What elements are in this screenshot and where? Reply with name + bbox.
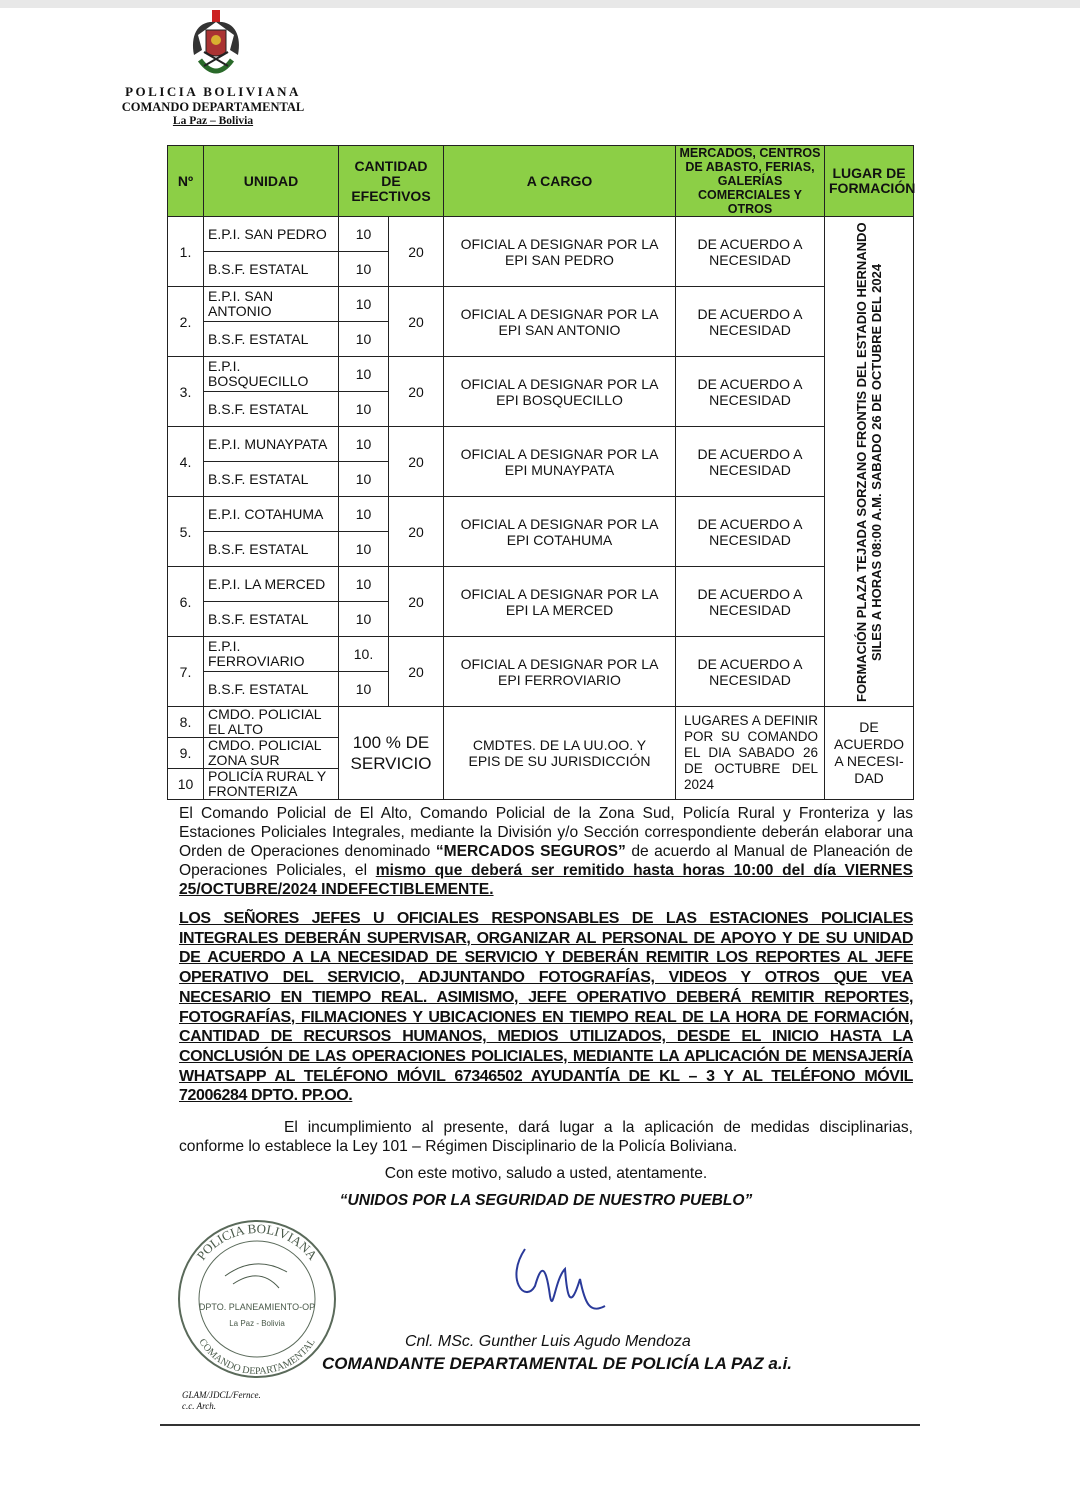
a-cargo: OFICIAL A DESIGNAR POR LA EPI BOSQUECILLO bbox=[444, 357, 676, 427]
unit-epi: E.P.I. SAN ANTONIO bbox=[204, 287, 339, 322]
police-emblem-icon bbox=[188, 10, 244, 80]
letterhead bbox=[118, 84, 308, 127]
unit-bsf: B.S.F. ESTATAL bbox=[204, 462, 339, 497]
svg-text:COMANDO DEPARTAMENTAL: COMANDO DEPARTAMENTAL bbox=[196, 1336, 318, 1378]
table-row bbox=[168, 567, 914, 602]
svg-text:DPTO. PLANEAMIENTO-OP: DPTO. PLANEAMIENTO-OP bbox=[198, 1302, 316, 1313]
mercados: DE ACUERDO A NECESIDAD bbox=[676, 427, 825, 497]
row-number: 4. bbox=[168, 427, 204, 497]
quantity-total: 20 bbox=[389, 287, 444, 357]
letterhead-line1: POLICIA BOLIVIANA bbox=[125, 84, 301, 99]
quantity-bsf: 10 bbox=[339, 672, 389, 707]
quantity-epi: 10 bbox=[339, 217, 389, 252]
col-header-lugar: LUGAR DE FORMACIÓN bbox=[825, 146, 914, 217]
extra-mercados: LUGARES A DEFINIR POR SU COMANDO EL DIA SABADO 26 DE OCTUBRE DEL 2024 bbox=[676, 707, 825, 800]
signatory-name: Cnl. MSc. Gunther Luis Agudo Mendoza bbox=[405, 1333, 691, 1351]
a-cargo: OFICIAL A DESIGNAR POR LA EPI SAN PEDRO bbox=[444, 217, 676, 287]
col-header-a-cargo: A CARGO bbox=[444, 146, 676, 217]
deadline-text: mismo que deberá ser remitido hasta horas 10:00 del día VIERNES 25/OCTUBRE/2024 INDEFECTIBLEMENTE. bbox=[179, 862, 913, 898]
unit: CMDO. POLICIAL ZONA SUR bbox=[204, 738, 339, 769]
extra-cantidad: 100 % DE SERVICIO bbox=[339, 707, 444, 800]
mercados: DE ACUERDO A NECESIDAD bbox=[676, 497, 825, 567]
quantity-epi: 10 bbox=[339, 427, 389, 462]
a-cargo: OFICIAL A DESIGNAR POR LA EPI FERROVIARIO bbox=[444, 637, 676, 707]
initials: GLAM/JDCL/Fernce. bbox=[182, 1390, 261, 1401]
a-cargo: OFICIAL A DESIGNAR POR LA EPI COTAHUMA bbox=[444, 497, 676, 567]
paragraph-instructions: LOS SEÑORES JEFES U OFICIALES RESPONSABLES DE LAS ESTACIONES POLICIALES INTEGRALES DEBERÁN SUPERVISAR, ORGANIZAR AL PERSONAL DE APOYO Y DE SU UNIDAD DE ACUERDO A LA NECESIDAD DE SERVICIO Y DEBERÁN REMITIR LOS REPORTES AL JEFE OPERATIVO DEL SERVICIO, ADJUNTANDO FOTOGRAFÍAS, VIDEOS Y OTROS QUE VEA NECESARIO EN TIEMPO REAL. ASIMISMO, JEFE OPERATIVO DEBERÁ REMITIR REPORTES, FOTOGRAFÍAS, FILMACIONES Y UBICACIONES EN TIEMPO REAL DE LA HORA DE FORMACIÓN, CANTIDAD DE RECURSOS HUMANOS, MEDIOS UTILIZADOS, DESDE EL INICIO HASTA LA CONCLUSIÓN DE LAS OPERACIONES POLICIALES, MEDIANTE LA APLICACIÓN DE MENSAJERÍA WHATSAPP AL TELÉFONO MÓVIL 67346502 AYUDANTÍA DE KL – 3 Y AL TELÉFONO MÓVIL 72006284 DPTO. PP.OO. bbox=[179, 910, 913, 1105]
extra-lugar: DE ACUERDO A NECESI-DAD bbox=[825, 707, 914, 800]
a-cargo: OFICIAL A DESIGNAR POR LA EPI SAN ANTONIO bbox=[444, 287, 676, 357]
quantity-bsf: 10 bbox=[339, 252, 389, 287]
mercados: DE ACUERDO A NECESIDAD bbox=[676, 287, 825, 357]
p1-text-c: de acuerdo al Manual de Planeación de Operaciones Policiales, el bbox=[179, 843, 913, 879]
signatory-title: COMANDANTE DEPARTAMENTAL DE POLICÍA LA PAZ a.i. bbox=[322, 1354, 793, 1374]
quantity-epi: 10. bbox=[339, 637, 389, 672]
letterhead-line3: La Paz – Bolivia bbox=[172, 115, 254, 127]
closing-salutation: Con este motivo, saludo a usted, atentamente. bbox=[384, 1165, 708, 1183]
quantity-bsf: 10 bbox=[339, 322, 389, 357]
quantity-bsf: 10 bbox=[339, 462, 389, 497]
table-row bbox=[168, 357, 914, 392]
unit-bsf: B.S.F. ESTATAL bbox=[204, 392, 339, 427]
extra-a-cargo: CMDTES. DE LA UU.OO. Y EPIS DE SU JURISDICCIÓN bbox=[444, 707, 676, 800]
row-number: 6. bbox=[168, 567, 204, 637]
a-cargo: OFICIAL A DESIGNAR POR LA EPI MUNAYPATA bbox=[444, 427, 676, 497]
row-number: 2. bbox=[168, 287, 204, 357]
unit-bsf: B.S.F. ESTATAL bbox=[204, 532, 339, 567]
motto: “UNIDOS POR LA SEGURIDAD DE NUESTRO PUEBLO” bbox=[339, 1192, 753, 1210]
quantity-bsf: 10 bbox=[339, 532, 389, 567]
quantity-total: 20 bbox=[389, 637, 444, 707]
quantity-epi: 10 bbox=[339, 357, 389, 392]
reference-initials bbox=[182, 1390, 261, 1412]
lugar-formacion: FORMACIÓN PLAZA TEJADA SORZANO FRONTIS DEL ESTADIO HERNANDO SILES A HORAS 08:00 A.M. SABADO 26 DE OCTUBRE DEL 2024 bbox=[854, 221, 884, 702]
quantity-bsf: 10 bbox=[339, 602, 389, 637]
official-stamp bbox=[175, 1214, 340, 1384]
table-row bbox=[168, 287, 914, 322]
unit: POLICÍA RURAL Y FRONTERIZA bbox=[204, 769, 339, 800]
table-row bbox=[168, 637, 914, 672]
quantity-total: 20 bbox=[389, 357, 444, 427]
mercados: DE ACUERDO A NECESIDAD bbox=[676, 357, 825, 427]
row-number: 8. bbox=[168, 707, 204, 738]
p1-text-a: El Comando Policial de El Alto, Comando Policial de la Zona Sud, Policía Rural y Fronteriza y las Estaciones Policiales Integrales, mediante la División y/o Sección correspondiente deberán elaborar una Orden de Operaciones denominado bbox=[179, 805, 913, 860]
paragraph-disciplinary: El incumplimiento al presente, dará lugar a la aplicación de medidas disciplinarias, conforme lo establece la Ley 101 – Régimen Disciplinario de la Policía Boliviana. bbox=[179, 1119, 913, 1156]
unit: CMDO. POLICIAL EL ALTO bbox=[204, 707, 339, 738]
mercados: DE ACUERDO A NECESIDAD bbox=[676, 217, 825, 287]
row-number: 7. bbox=[168, 637, 204, 707]
table-header-row bbox=[168, 146, 914, 217]
lugar-formacion-cell bbox=[825, 217, 914, 707]
row-number: 5. bbox=[168, 497, 204, 567]
operation-name: “MERCADOS SEGUROS” bbox=[435, 843, 626, 860]
unit-bsf: B.S.F. ESTATAL bbox=[204, 252, 339, 287]
letterhead-line2: COMANDO DEPARTAMENTAL bbox=[121, 100, 305, 114]
page-bottom-rule bbox=[160, 1424, 920, 1426]
row-number: 3. bbox=[168, 357, 204, 427]
unit-epi: E.P.I. COTAHUMA bbox=[204, 497, 339, 532]
unit-bsf: B.S.F. ESTATAL bbox=[204, 672, 339, 707]
svg-text:POLICIA BOLIVIANA: POLICIA BOLIVIANA bbox=[193, 1220, 321, 1263]
table-row bbox=[168, 497, 914, 532]
unit-epi: E.P.I. SAN PEDRO bbox=[204, 217, 339, 252]
mercados: DE ACUERDO A NECESIDAD bbox=[676, 637, 825, 707]
table-row bbox=[168, 217, 914, 252]
quantity-epi: 10 bbox=[339, 567, 389, 602]
row-number: 9. bbox=[168, 738, 204, 769]
signature-area bbox=[167, 1214, 913, 1444]
unit-bsf: B.S.F. ESTATAL bbox=[204, 602, 339, 637]
row-number: 10 bbox=[168, 769, 204, 800]
unit-epi: E.P.I. MUNAYPATA bbox=[204, 427, 339, 462]
table-row bbox=[168, 707, 914, 738]
col-header-mercados: MERCADOS, CENTROS DE ABASTO, FERIAS, GALERÍAS COMERCIALES Y OTROS bbox=[676, 146, 825, 217]
unit-epi: E.P.I. FERROVIARIO bbox=[204, 637, 339, 672]
screen-top-bar bbox=[0, 0, 1080, 8]
quantity-total: 20 bbox=[389, 567, 444, 637]
table-row bbox=[168, 427, 914, 462]
row-number: 1. bbox=[168, 217, 204, 287]
unit-epi: E.P.I. LA MERCED bbox=[204, 567, 339, 602]
assignment-table bbox=[167, 145, 914, 800]
paragraph-operations-order bbox=[179, 804, 913, 899]
col-header-cantidad: CANTIDAD DE EFECTIVOS bbox=[339, 146, 444, 217]
col-header-unidad: UNIDAD bbox=[204, 146, 339, 217]
document-body bbox=[167, 145, 916, 1444]
svg-text:La Paz - Bolivia: La Paz - Bolivia bbox=[229, 1319, 285, 1329]
quantity-bsf: 10 bbox=[339, 392, 389, 427]
col-header-no: Nº bbox=[168, 146, 204, 217]
unit-epi: E.P.I. BOSQUECILLO bbox=[204, 357, 339, 392]
quantity-epi: 10 bbox=[339, 287, 389, 322]
quantity-total: 20 bbox=[389, 497, 444, 567]
quantity-total: 20 bbox=[389, 427, 444, 497]
quantity-epi: 10 bbox=[339, 497, 389, 532]
a-cargo: OFICIAL A DESIGNAR POR LA EPI LA MERCED bbox=[444, 567, 676, 637]
quantity-total: 20 bbox=[389, 217, 444, 287]
cc-archive: c.c. Arch. bbox=[182, 1401, 216, 1412]
unit-bsf: B.S.F. ESTATAL bbox=[204, 322, 339, 357]
mercados: DE ACUERDO A NECESIDAD bbox=[676, 567, 825, 637]
